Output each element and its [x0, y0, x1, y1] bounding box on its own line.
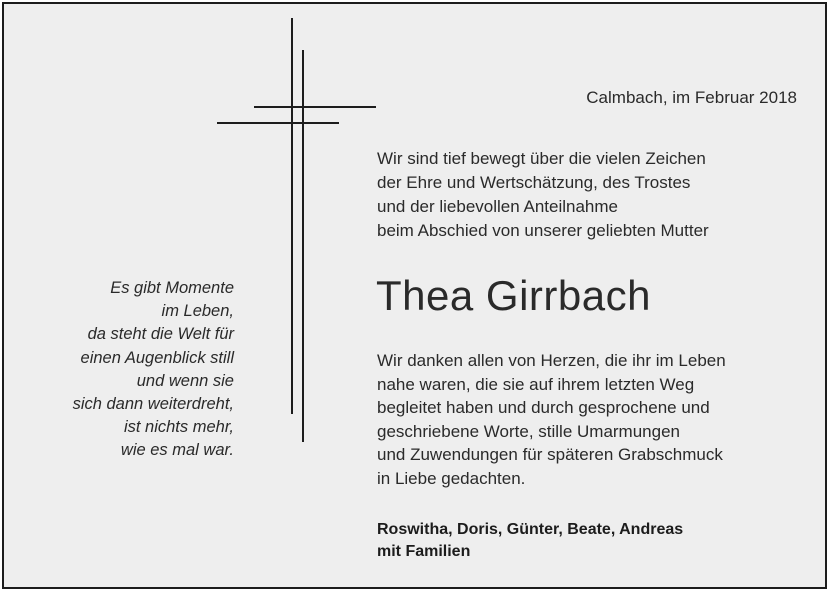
thanks-text — [377, 349, 726, 490]
thanks-line: in Liebe gedachten. — [377, 468, 526, 488]
poem-line: ist nichts mehr, — [123, 418, 234, 437]
thanks-line: Wir danken allen von Herzen, die ihr im Leben — [377, 351, 726, 370]
poem-line: im Leben, — [161, 302, 234, 321]
thanks-line: und Zuwendungen für späteren Grabschmuck — [377, 445, 723, 464]
thanks-line: begleitet haben und durch gesprochene und — [377, 398, 710, 417]
thanks-line: geschriebene Worte, stille Umarmungen — [377, 421, 680, 441]
cross-lower-horizontal-line — [217, 122, 339, 124]
signer-line: mit Familien — [377, 543, 471, 560]
poem-quote — [73, 277, 234, 463]
cross-right-vertical-line — [302, 50, 304, 442]
intro-line: beim Abschied von unserer geliebten Mutter — [377, 221, 709, 240]
intro-line: Wir sind tief bewegt über die vielen Zeichen — [377, 149, 706, 168]
cross-upper-horizontal-line — [254, 106, 376, 108]
signer-line: Roswitha, Doris, Günter, Beate, Andreas — [377, 521, 684, 538]
place-date: Calmbach, im Februar 2018 — [586, 88, 797, 107]
intro-line: und der liebevollen Anteilnahme — [377, 197, 619, 216]
poem-line: da steht die Welt für — [87, 325, 234, 344]
signers — [377, 519, 683, 563]
intro-text — [377, 147, 709, 243]
poem-line: sich dann weiterdreht, — [72, 395, 234, 414]
poem-line: Es gibt Momente — [110, 279, 234, 297]
poem-line: und wenn sie — [136, 371, 234, 390]
thanks-line: nahe waren, die sie auf ihrem letzten Weg — [377, 374, 695, 394]
cross-left-vertical-line — [291, 18, 293, 414]
poem-line: einen Augenblick still — [80, 348, 234, 367]
intro-line: der Ehre und Wertschätzung, des Trostes — [377, 173, 691, 192]
obituary-notice — [2, 2, 827, 589]
poem-line: wie es mal war. — [120, 441, 234, 460]
deceased-name: Thea Girrbach — [376, 272, 651, 319]
